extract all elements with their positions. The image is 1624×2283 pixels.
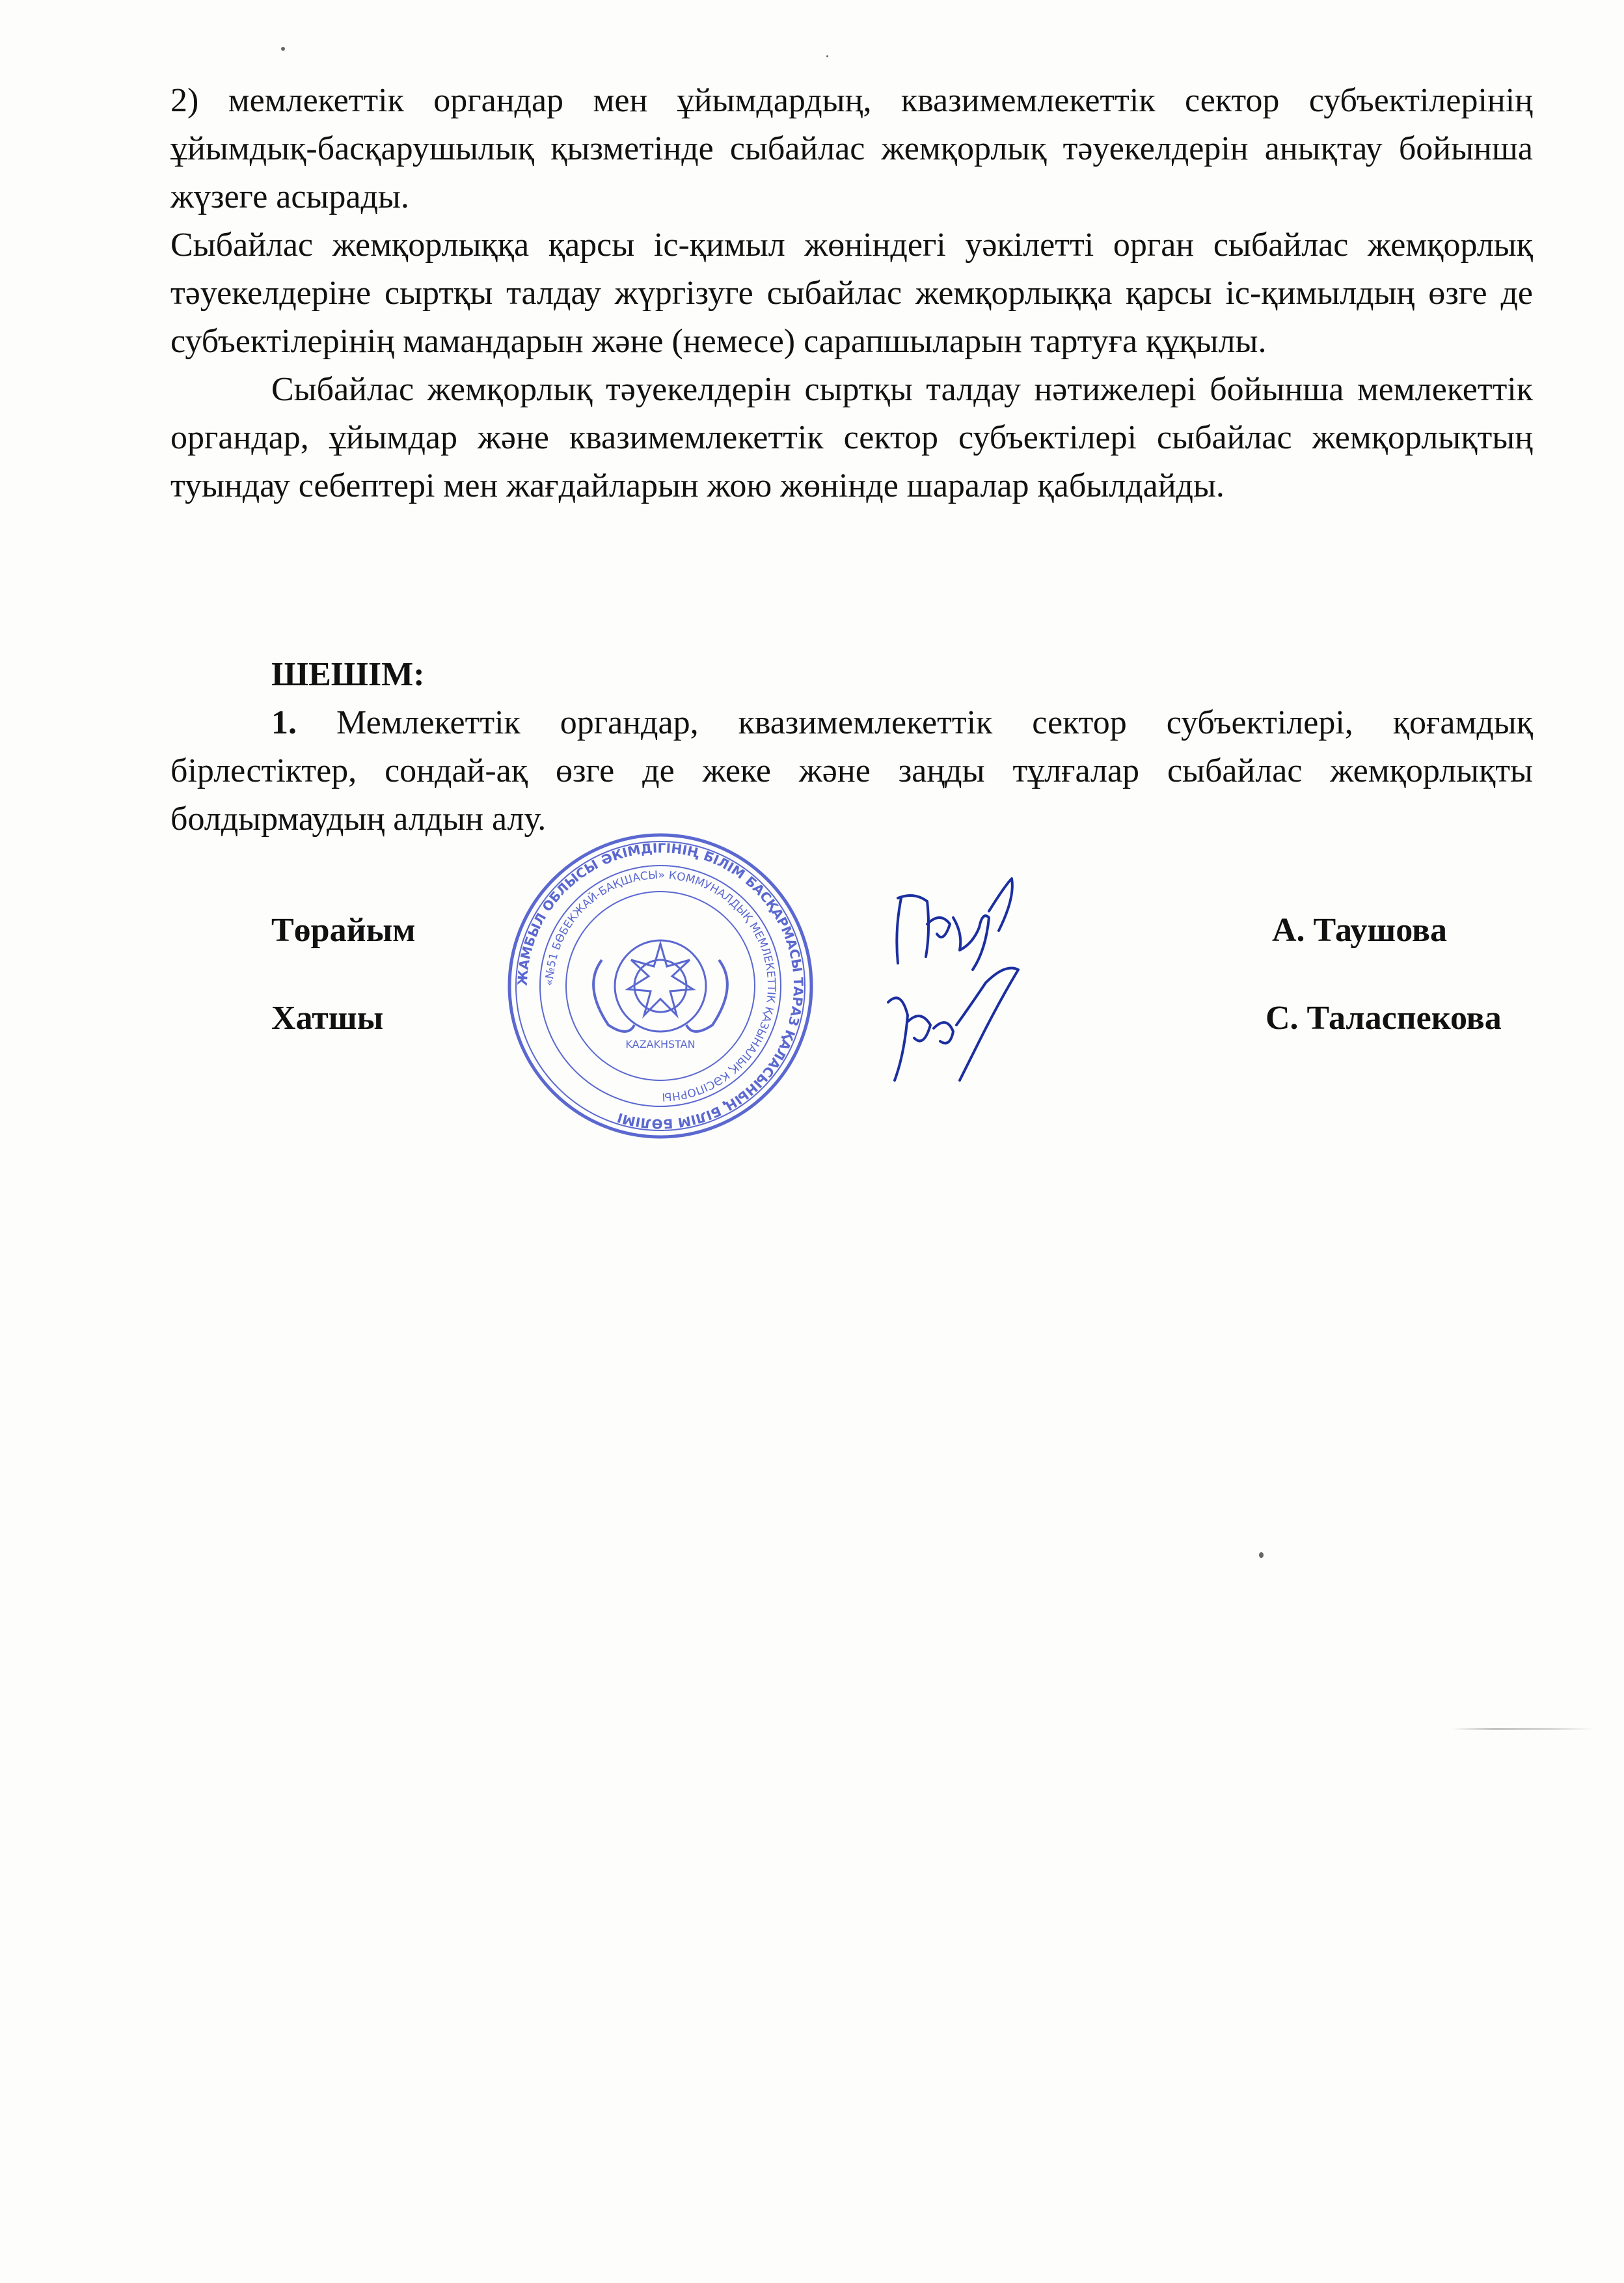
secretary-title: Хатшы <box>271 1000 384 1037</box>
decision-item-text: Мемлекеттік органдар, квазимемлекеттік сектор субъектілері, қоғамдық бірлестіктер, сондай-ақ өзге де жеке және заңды тұлғалар сыбайлас жемқорлықты болдырмаудың алдын алу. <box>170 704 1534 838</box>
decision-heading: ШЕШІМ: <box>271 656 425 693</box>
scan-speck <box>826 55 828 57</box>
secretary-name: С. Таласпекова <box>1265 1000 1502 1037</box>
seal-center-text: KAZAKHSTAN <box>625 1038 696 1050</box>
chair-name: А. Таушова <box>1272 912 1447 949</box>
official-seal <box>504 830 817 1142</box>
seal-inner-text: «№51 БӨБЕКЖАЙ-БАҚШАСЫ» КОММУНАЛДЫҚ МЕМЛЕКЕТТІК ҚАЗЫНАЛЫҚ КӘСІПОРНЫ <box>543 868 778 1104</box>
paragraph-authorized-body: Сыбайлас жемқорлыққа қарсы іс-қимыл жөніндегі уәкілетті орган сыбайлас жемқорлық тәуекелдеріне сыртқы талдау жүргізуге сыбайлас жемқорлыққа қарсы іс-қимылдың өзге де субъектілерінің мамандарын және (немесе) сарапшыларын тартуға құқылы. <box>170 226 1533 360</box>
scan-speck <box>281 47 285 51</box>
body-text <box>170 77 1533 510</box>
chair-title: Төрайым <box>271 912 416 949</box>
paragraph-item-2: 2) мемлекеттік органдар мен ұйымдардың, квазимемлекеттік сектор субъектілерінің ұйымдық-басқарушылық қызметінде сыбайлас жемқорлық тәуекелдерін анықтау бойынша жүзеге асырады. <box>170 82 1533 215</box>
scan-speck <box>1259 1552 1264 1558</box>
decision-section <box>170 651 1533 843</box>
seal-outer-text: ЖАМБЫЛ ОБЛЫСЫ ӘКІМДІГІНІҢ БІЛІМ БАСҚАРМАСЫ ТАРАЗ ҚАЛАСЫНЫҢ БІЛІМ БӨЛІМІ <box>514 840 807 1132</box>
scan-streak <box>1451 1728 1594 1730</box>
paragraph-analysis-results: Сыбайлас жемқорлық тәуекелдерін сыртқы талдау нәтижелері бойынша мемлекеттік органдар, ұйымдар және квазимемлекеттік сектор субъектілері сыбайлас жемқорлықтың туындау себептері мен жағдайларын жою жөнінде шаралар қабылдайды. <box>170 371 1533 504</box>
decision-item-1 <box>170 699 1533 843</box>
decision-item-number: 1. <box>271 704 297 741</box>
svg-text:«№51 БӨБЕКЖАЙ-БАҚШАСЫ» КОММУНА <box>543 869 778 1103</box>
handwritten-signatures <box>875 872 1057 1106</box>
